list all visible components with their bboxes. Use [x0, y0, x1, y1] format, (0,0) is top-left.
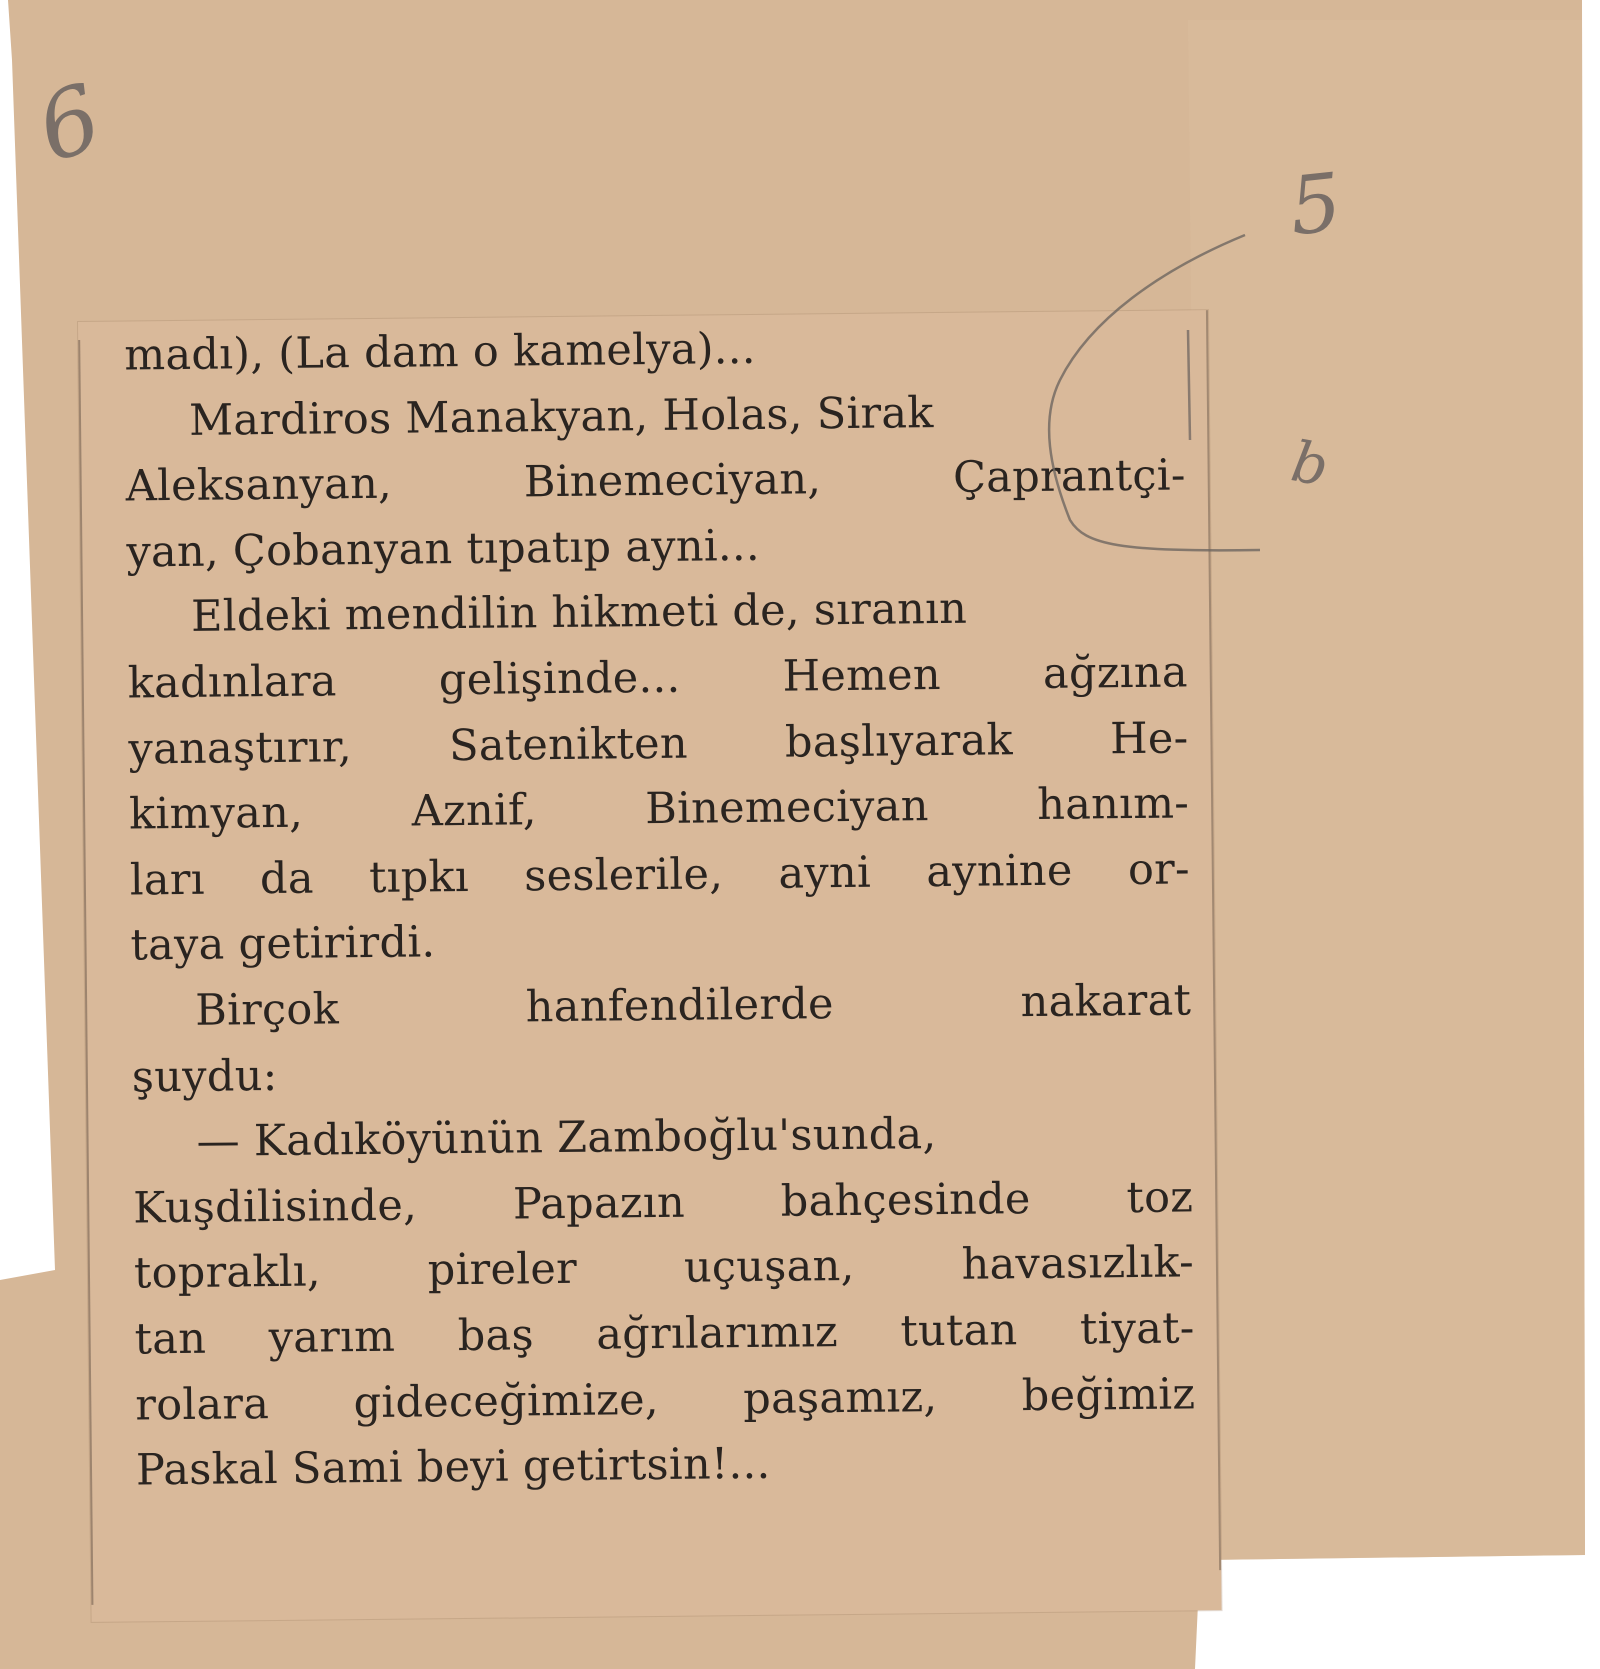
article-line: Kuşdilisinde, Papazın bahçesinde toz	[133, 1172, 1194, 1234]
article-line: Paskal Sami beyi getirtsin!...	[135, 1438, 771, 1496]
newspaper-clipping	[78, 310, 1222, 1622]
article-line: — Kadıköyünün Zamboğlu'sunda,	[196, 1109, 937, 1167]
article-line: tan yarım baş ağrılarımız tutan tiyat-	[134, 1303, 1195, 1365]
article-line: Eldeki mendilin hikmeti de, sıranın	[190, 584, 968, 643]
article-line: yan, Çobanyan tıpatıp ayni...	[126, 520, 761, 578]
handwritten-number: 5	[1285, 155, 1346, 254]
article-line: madı), (La dam o kamelya)...	[124, 323, 756, 381]
article-line: kadınlara gelişinde... Hemen ağzına	[127, 647, 1188, 709]
article-line: kimyan, Aznif, Binemeciyan hanım-	[128, 778, 1190, 840]
article-line: topraklı, pireler uçuşan, havasızlık-	[133, 1237, 1195, 1299]
handwritten-number: 6	[24, 63, 114, 184]
article-text	[124, 312, 1196, 1504]
handwritten-mark: b	[1286, 429, 1334, 500]
article-line: Aleksanyan, Binemeciyan, Çaprantçi-	[125, 450, 1186, 512]
article-line: ları da tıpkı seslerile, ayni aynine or-	[129, 844, 1191, 906]
article-line: yanaştırır, Satenikten başlıyarak He-	[128, 712, 1189, 775]
article-line: Mardiros Manakyan, Holas, Sirak	[188, 387, 934, 446]
article-line: şuydu:	[131, 1050, 278, 1103]
article-line: Birçok hanfendilerde nakarat	[194, 975, 1192, 1036]
article-line: rolara gideceğimize, paşamız, beğimiz	[135, 1368, 1196, 1430]
article-line: taya getirirdi.	[130, 917, 436, 971]
